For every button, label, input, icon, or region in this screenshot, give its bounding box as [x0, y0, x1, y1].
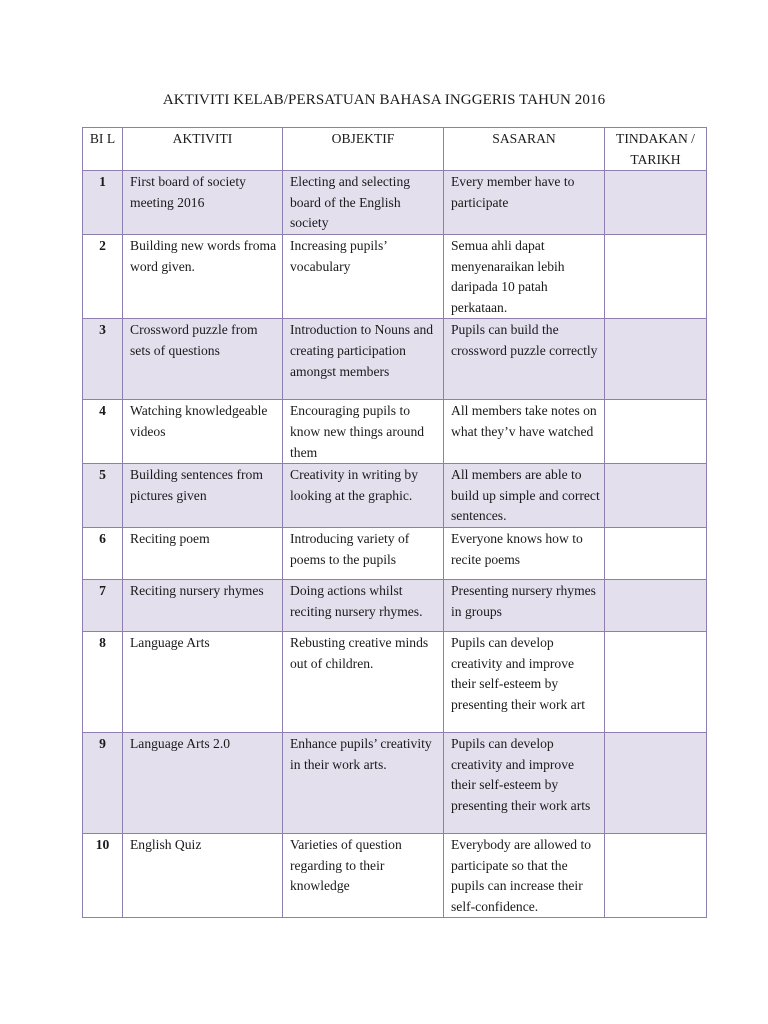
- cell-aktiviti: Watching knowledgeable videos: [123, 400, 283, 464]
- cell-objektif: Creativity in writing by looking at the graphic.: [283, 464, 444, 528]
- table-header-row: [83, 128, 707, 171]
- table-row: [83, 234, 707, 318]
- header-sasaran: SASARAN: [444, 128, 605, 171]
- cell-tindakan: [605, 631, 707, 732]
- cell-bil: 8: [83, 631, 123, 732]
- cell-objektif: Electing and selecting board of the English society: [283, 171, 444, 235]
- cell-objektif: Increasing pupils’ vocabulary: [283, 234, 444, 318]
- header-bil: BI L: [83, 128, 123, 171]
- table-row: [83, 579, 707, 631]
- cell-sasaran: Pupils can develop creativity and improve their self-esteem by presenting their work arts: [444, 732, 605, 833]
- table-row: [83, 631, 707, 732]
- cell-bil: 10: [83, 833, 123, 917]
- cell-aktiviti: Language Arts: [123, 631, 283, 732]
- activity-table: [82, 127, 707, 918]
- cell-bil: 5: [83, 464, 123, 528]
- cell-sasaran: Everybody are allowed to participate so that the pupils can increase their self-confidence.: [444, 833, 605, 917]
- cell-sasaran: Every member have to participate: [444, 171, 605, 235]
- cell-aktiviti: Language Arts 2.0: [123, 732, 283, 833]
- cell-sasaran: Presenting nursery rhymes in groups: [444, 579, 605, 631]
- cell-tindakan: [605, 579, 707, 631]
- table-row: [83, 464, 707, 528]
- cell-sasaran: Semua ahli dapat menyenaraikan lebih daripada 10 patah perkataan.: [444, 234, 605, 318]
- cell-objektif: Introduction to Nouns and creating participation amongst members: [283, 319, 444, 400]
- table-row: [83, 732, 707, 833]
- cell-tindakan: [605, 171, 707, 235]
- cell-bil: 3: [83, 319, 123, 400]
- cell-bil: 4: [83, 400, 123, 464]
- document-title: AKTIVITI KELAB/PERSATUAN BAHASA INGGERIS TAHUN 2016: [162, 92, 606, 108]
- cell-bil: 2: [83, 234, 123, 318]
- cell-bil: 9: [83, 732, 123, 833]
- cell-sasaran: Everyone knows how to recite poems: [444, 527, 605, 579]
- cell-tindakan: [605, 319, 707, 400]
- table-row: [83, 319, 707, 400]
- cell-aktiviti: Building sentences from pictures given: [123, 464, 283, 528]
- cell-aktiviti: Building new words froma word given.: [123, 234, 283, 318]
- cell-aktiviti: Reciting poem: [123, 527, 283, 579]
- cell-bil: 7: [83, 579, 123, 631]
- cell-tindakan: [605, 464, 707, 528]
- cell-objektif: Doing actions whilst reciting nursery rhymes.: [283, 579, 444, 631]
- table-row: [83, 171, 707, 235]
- cell-sasaran: Pupils can develop creativity and improve their self-esteem by presenting their work art: [444, 631, 605, 732]
- header-objektif: OBJEKTIF: [283, 128, 444, 171]
- cell-aktiviti: First board of society meeting 2016: [123, 171, 283, 235]
- cell-aktiviti: Crossword puzzle from sets of questions: [123, 319, 283, 400]
- table-row: [83, 400, 707, 464]
- cell-sasaran: Pupils can build the crossword puzzle correctly: [444, 319, 605, 400]
- cell-objektif: Encouraging pupils to know new things around them: [283, 400, 444, 464]
- cell-tindakan: [605, 234, 707, 318]
- cell-tindakan: [605, 833, 707, 917]
- cell-tindakan: [605, 400, 707, 464]
- header-tindakan: TINDAKAN / TARIKH: [605, 128, 707, 171]
- cell-bil: 6: [83, 527, 123, 579]
- header-aktiviti: AKTIVITI: [123, 128, 283, 171]
- cell-objektif: Rebusting creative minds out of children.: [283, 631, 444, 732]
- cell-tindakan: [605, 732, 707, 833]
- cell-objektif: Introducing variety of poems to the pupils: [283, 527, 444, 579]
- cell-bil: 1: [83, 171, 123, 235]
- cell-objektif: Varieties of question regarding to their knowledge: [283, 833, 444, 917]
- cell-objektif: Enhance pupils’ creativity in their work arts.: [283, 732, 444, 833]
- cell-sasaran: All members are able to build up simple and correct sentences.: [444, 464, 605, 528]
- table-row: [83, 527, 707, 579]
- cell-aktiviti: Reciting nursery rhymes: [123, 579, 283, 631]
- cell-aktiviti: English Quiz: [123, 833, 283, 917]
- cell-tindakan: [605, 527, 707, 579]
- cell-sasaran: All members take notes on what they’v have watched: [444, 400, 605, 464]
- table-row: [83, 833, 707, 917]
